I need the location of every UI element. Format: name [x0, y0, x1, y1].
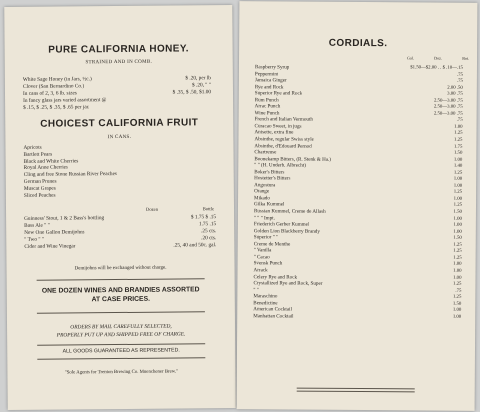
divider — [37, 311, 205, 313]
item-label: Svensk Punch — [253, 260, 283, 267]
item-label: " " — [253, 286, 259, 293]
gal-header: Gal. — [407, 55, 414, 61]
item-label: " Two " " — [24, 236, 45, 243]
item-label: Angostura — [254, 182, 276, 189]
item-price: .75 — [456, 118, 463, 124]
divider — [37, 278, 205, 280]
item-price: 1.00 — [453, 262, 462, 268]
item-price: 2.50—3.00 .75 — [433, 98, 463, 104]
dozen-header: Dozen — [145, 206, 159, 212]
item-price: $ .35, $ .50, $1.00 — [172, 89, 212, 96]
item-label: Cider and Wine Vinegar — [24, 243, 76, 250]
item-label: Guinness' Stout, 1 & 2 Bass's bottling — [24, 215, 105, 222]
item-label: Absinthe, regular Swiss style — [254, 136, 314, 143]
item-price: 1.00 — [452, 307, 462, 313]
item-price: 1.75 .15 — [198, 221, 217, 228]
orders-note-line-1: ORDERS BY MAIL CAREFULLY SELECTED, — [70, 323, 172, 331]
fruit-list — [23, 143, 193, 199]
item-price: 1.00 — [453, 229, 462, 235]
item-label: Rye and Rock — [254, 83, 284, 91]
item-label: Maraschino — [253, 293, 278, 300]
item-label: Jamaica Ginger — [254, 77, 287, 84]
item-label: Rum Punch — [254, 97, 279, 104]
right-page — [237, 1, 478, 411]
item-label: Gilka Kummel — [253, 201, 285, 208]
item-price: 1.25 — [453, 281, 462, 287]
item-label: $ .15, $ .25, $ .35, $ .65 per jar. — [23, 104, 90, 111]
item-price: .20 cts. — [201, 235, 217, 242]
item-label: Peppermint — [254, 70, 279, 77]
item-price: 1.25 — [453, 203, 463, 209]
item-price: 1.50 — [453, 209, 462, 215]
item-label: Clover (San Bernardino Co.) — [22, 83, 85, 90]
item-price: 1.25 — [453, 248, 462, 255]
item-label: New One Gallon Demijohns — [24, 229, 85, 236]
item-price: 1.00 — [453, 196, 463, 202]
wines-heading-line-2: AT CASE PRICES. — [91, 295, 151, 304]
item-label: Manhattan Cocktail — [253, 313, 294, 320]
fruit-title: CHOICEST CALIFORNIA FRUIT — [40, 117, 199, 130]
item-label: Bartlett Pears — [23, 151, 53, 158]
demijohn-note: Demijohns will be exchanged without charge. — [74, 265, 167, 272]
list-item — [23, 103, 211, 112]
item-label: Boonekamp Bitters, (R. Stenk & Ha.) — [254, 155, 332, 163]
item-price: 1.25 — [452, 294, 462, 300]
item-label: German Prunes — [23, 178, 57, 185]
item-price: 1.25 — [453, 190, 463, 196]
item-price — [209, 103, 211, 110]
item-price: 1.50 — [452, 301, 462, 307]
item-label: Chartreuse — [254, 149, 277, 156]
item-price: 1.25 — [454, 131, 463, 137]
item-price: 2.50—3.00 .75 — [433, 111, 463, 117]
list-item — [253, 313, 461, 321]
beer-column-headers — [146, 206, 214, 212]
agents-note: "Sole Agents for Trenton Brewing Co. Muenchener Brew." — [64, 369, 179, 376]
left-page — [4, 5, 236, 410]
item-label: Royal Anne Cherries — [23, 164, 69, 172]
divider — [37, 357, 205, 359]
orders-note-line-2: PROPERLY PUT UP AND SHIPPED FREE OF CHARGE. — [56, 331, 186, 339]
item-price: 1.00 — [454, 124, 463, 130]
item-price — [209, 96, 211, 103]
item-price: .25 cts. — [201, 228, 217, 235]
item-price: 1.25 — [454, 137, 463, 143]
item-price: 1.40 — [453, 163, 463, 169]
item-label: Orange — [254, 188, 270, 195]
item-label: American Cocktail — [253, 306, 292, 313]
item-label: Crystallized Rye and Rock, Super — [253, 280, 323, 287]
item-price: 1.00 — [453, 268, 462, 274]
item-label: Friederich Gerber Kummel — [253, 221, 310, 228]
item-price: 1.00 — [453, 157, 463, 163]
item-price: 1.00 — [453, 176, 463, 183]
item-label: Superior " " — [253, 234, 279, 241]
item-price: .25, 40 and 50c. gal. — [173, 242, 217, 249]
item-label: " " (H. Underb. Albrecht) — [254, 162, 306, 169]
item-price: 1.00 — [453, 222, 462, 228]
item-price: .75 — [455, 288, 462, 294]
item-label: Anisette, extra fine — [254, 129, 294, 137]
item-label: French and Italian Vermouth — [254, 116, 313, 124]
cordials-title: CORDIALS. — [328, 37, 388, 50]
list-item — [24, 242, 216, 251]
cordials-price-list — [253, 64, 463, 321]
item-label: Superior Rye and Rock — [254, 90, 303, 97]
item-price: .75 — [456, 78, 463, 84]
item-label: Absinthe, d'Edouard Pernod — [254, 142, 312, 150]
doz-header: Doz. — [434, 55, 442, 61]
item-label: In cans of 2, 3, 6 lb. sizes — [22, 90, 77, 97]
item-label: " " " Impt. — [253, 214, 275, 222]
item-price: 1.00 — [452, 314, 462, 320]
item-label: Boker's Bitters — [254, 169, 285, 176]
item-price: 1.50 — [453, 235, 462, 241]
item-label: Benedictine — [253, 299, 278, 307]
item-price: 1.25 — [453, 242, 462, 248]
bottle-header: Bottle — [202, 206, 215, 212]
item-label: Russian Kummel, Creme de Allash — [253, 208, 326, 215]
item-price: $ 1.75 $ .15 — [190, 214, 217, 221]
honey-subtitle: STRAINED AND IN COMB. — [85, 59, 153, 66]
list-item — [24, 191, 194, 199]
item-price: 1.75 — [453, 144, 463, 150]
divider — [297, 391, 415, 393]
item-price: $1.50—$2.00 . . $ .10—.15 — [410, 65, 463, 71]
item-label: Raspberry Syrup — [254, 64, 290, 71]
item-label: Hostetter's Bitters — [254, 175, 291, 182]
item-price: 1.00 — [453, 183, 463, 189]
item-label: Apricots — [23, 144, 42, 151]
item-price: 2.50—3.00 .75 — [433, 104, 463, 111]
bot-header: Bot. — [462, 55, 470, 61]
cordials-column-headers — [407, 55, 469, 60]
item-label: Wine Punch — [254, 110, 280, 117]
item-label: Black and White Cherries — [23, 157, 79, 165]
guarantee-note: ALL GOODS GUARANTEED AS REPRESENTED. — [62, 347, 180, 355]
item-label: Curacao Sweet, in jugs — [254, 123, 302, 130]
item-price: 1.00 — [453, 275, 462, 281]
item-label: Creme de Menthe — [253, 241, 291, 248]
item-label: In fancy glass jars varied assortment @ — [23, 97, 107, 104]
honey-price-list — [23, 75, 211, 112]
divider — [297, 388, 415, 390]
item-label: White Sage Honey (in Jars, ½c.) — [22, 76, 92, 83]
item-label: Arrac Punch — [254, 103, 281, 110]
item-price: .75 — [456, 72, 463, 78]
item-label: Cling and free Stone Russian River Peaches — [23, 171, 118, 179]
item-price: $ .20, per lb — [185, 75, 211, 82]
item-label: Mikado — [254, 195, 270, 202]
item-label: Celery Rye and Rock — [253, 273, 298, 281]
beer-price-list — [24, 214, 216, 251]
fruit-subtitle: IN CANS. — [107, 134, 132, 141]
divider — [37, 343, 205, 345]
item-label: Bass Ale " " — [24, 222, 50, 229]
item-price: 1.50 — [453, 150, 463, 156]
item-price: 2.00 .50 — [447, 85, 463, 91]
item-price: $ .20, " " — [192, 82, 211, 89]
item-label: Muscat Grapes — [23, 185, 56, 192]
item-price: 1.25 — [453, 170, 463, 176]
wines-heading-line-1: ONE DOZEN WINES AND BRANDIES ASSORTED — [41, 286, 200, 295]
item-price: 1.00 — [453, 216, 462, 222]
item-label: " Cacao — [253, 254, 270, 261]
item-label: Golden Lion Blackberry Brandy — [253, 227, 320, 235]
item-price: 1.25 — [453, 255, 462, 261]
item-label: " Vanilla — [253, 247, 272, 254]
item-price: 3.00 .75 — [447, 91, 463, 97]
item-label: Arrack — [253, 267, 268, 274]
honey-title: PURE CALIFORNIA HONEY. — [48, 43, 189, 56]
item-label: Sliced Peaches — [23, 192, 56, 199]
